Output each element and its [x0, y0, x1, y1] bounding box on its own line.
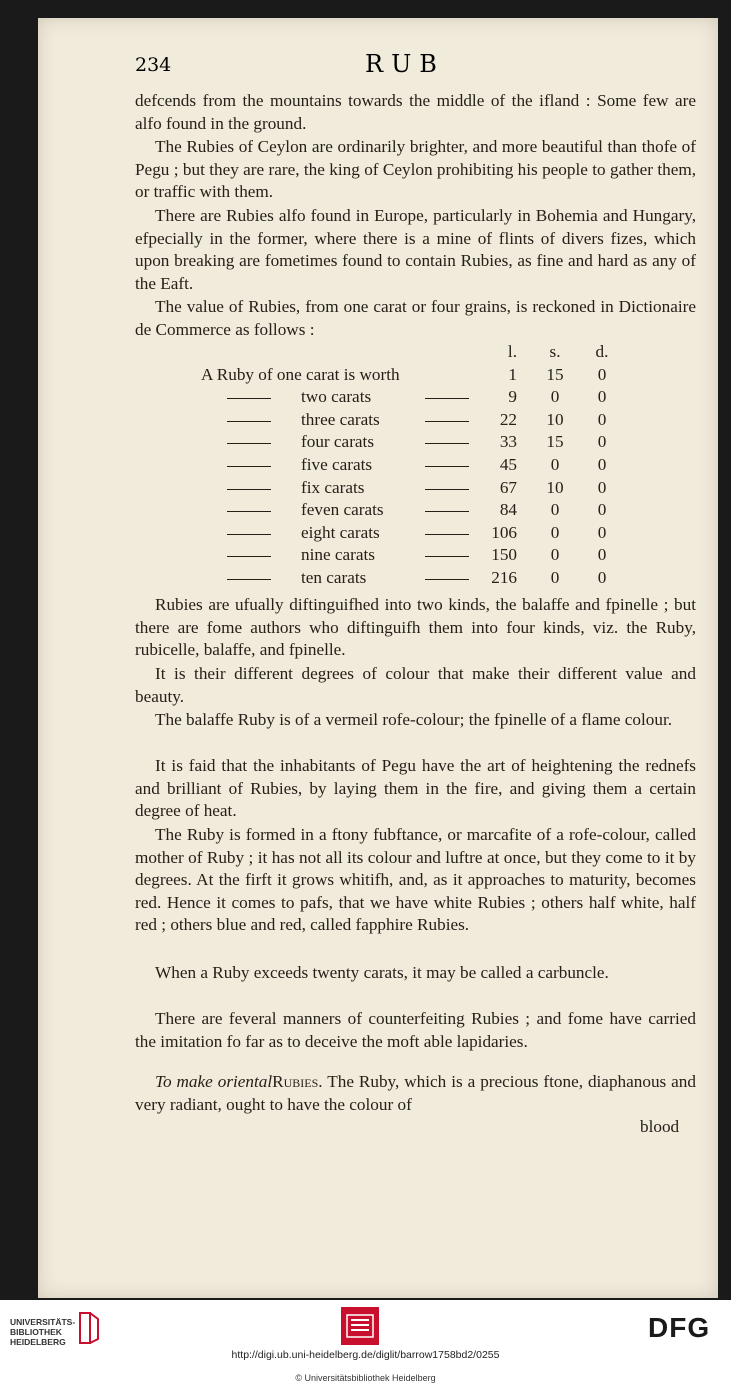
- ditto-rule-left: [227, 511, 271, 512]
- col-header-pence: d.: [595, 342, 609, 361]
- row-pence: 0: [597, 567, 607, 587]
- row-label: feven carats: [301, 500, 384, 520]
- col-header-shillings: s.: [549, 342, 561, 361]
- row-pounds: 22: [499, 409, 517, 429]
- row-shillings: 10: [546, 409, 564, 429]
- row-pence: 0: [597, 432, 607, 452]
- row-pounds: 84: [499, 500, 517, 520]
- ditto-rule-right: [425, 534, 469, 535]
- uni-line-1: UNIVERSITÄTS-: [10, 1317, 76, 1327]
- ditto-rule-right: [425, 511, 469, 512]
- ditto-rule-left: [227, 534, 271, 535]
- row-pence: 0: [597, 454, 607, 474]
- catchword: blood: [640, 1117, 680, 1136]
- paragraph-carbuncle: When a Ruby exceeds twenty carats, it may be called a carbuncle.: [155, 963, 609, 982]
- ditto-rule-left: [227, 466, 271, 467]
- table-row: [135, 478, 696, 501]
- uni-line-3: HEIDELBERG: [10, 1337, 66, 1347]
- page-number: 234: [135, 54, 172, 76]
- row-shillings: 0: [550, 522, 560, 542]
- paragraph-pegu: It is faid that the inhabitants of Pegu have the art of heightening the rednefs and brilliant of Rubies, by laying them in the fire, and giving them a certain degree of heat.: [135, 756, 696, 821]
- table-row: [135, 523, 696, 546]
- row-pence: 0: [597, 364, 607, 384]
- row-pounds: 216: [491, 567, 517, 587]
- italic-lead: To make oriental: [155, 1072, 273, 1091]
- ditto-rule-left: [227, 579, 271, 580]
- row-pounds: 33: [499, 432, 517, 452]
- paragraph-3: There are Rubies alfo found in Europe, particularly in Bohemia and Hungary, efpecially in the former, where there is a mine of flints of divers fizes, which upon breaking are fometimes found to contain Rubies, as fine and hard as any of the Eaft.: [135, 206, 696, 293]
- row-pence: 0: [597, 545, 607, 565]
- paragraph-kinds: Rubies are ufually diftinguifhed into two kinds, the balaffe and fpinelle ; but there are fome authors who diftinguifh them into four kinds, viz. the Ruby, rubicelle, balaffe, and fpinelle.: [135, 595, 696, 660]
- table-row: [135, 545, 696, 568]
- table-row: [135, 500, 696, 523]
- row-label: eight carats: [301, 522, 380, 542]
- row-pounds: 45: [499, 454, 517, 474]
- row-shillings: 10: [546, 477, 564, 497]
- heritage-seal-icon: [341, 1307, 379, 1345]
- table-row: [135, 365, 696, 388]
- table-row: [135, 432, 696, 455]
- row-pence: 0: [597, 522, 607, 542]
- paragraph-balasse: The balaffe Ruby is of a vermeil rofe-colour; the fpinelle of a flame colour.: [155, 710, 673, 729]
- ditto-rule-right: [425, 556, 469, 557]
- paragraph-2: The Rubies of Ceylon are ordinarily brighter, and more beautiful than thofe of Pegu ; but they are rare, the king of Ceylon prohibiting his people to gather them, or traffic with them.: [135, 137, 696, 202]
- paragraph-counterfeit: There are feveral manners of counterfeiting Rubies ; and fome have carried the imitation fo far as to deceive the moft able lapidaries.: [135, 1009, 696, 1051]
- col-header-pounds: l.: [507, 342, 517, 361]
- university-library-logo[interactable]: [10, 1317, 75, 1347]
- row-label: five carats: [301, 454, 373, 474]
- ditto-rule-right: [425, 421, 469, 422]
- row-label: A Ruby of one carat is worth: [201, 364, 400, 384]
- table-header-row: [135, 342, 696, 365]
- value-table: [135, 342, 696, 591]
- running-head: RUB: [365, 50, 445, 78]
- row-shillings: 15: [546, 432, 564, 452]
- paragraph-oriental: [135, 1071, 696, 1116]
- row-shillings: 15: [546, 364, 564, 384]
- heritage-logo-icon[interactable]: [341, 1307, 379, 1345]
- uni-line-2: BIBLIOTHEK: [10, 1327, 62, 1337]
- row-label: three carats: [301, 409, 380, 429]
- row-pounds: 106: [491, 522, 517, 542]
- dfg-logo[interactable]: DFG: [648, 1312, 711, 1343]
- row-shillings: 0: [550, 567, 560, 587]
- ditto-rule-right: [425, 466, 469, 467]
- paragraph-4: The value of Rubies, from one carat or four grains, is reckoned in Dictionaire de Commerce as follows :: [135, 297, 696, 339]
- ditto-rule-left: [227, 556, 271, 557]
- row-label: two carats: [301, 387, 372, 407]
- permalink-url[interactable]: http://digi.ub.uni-heidelberg.de/diglit/barrow1758bd2/0255: [231, 1349, 500, 1361]
- row-shillings: 0: [550, 387, 560, 407]
- paragraph-formation: The Ruby is formed in a ftony fubftance, or marcafite of a rofe-colour, called mother of Ruby ; it has not all its colour and luftre at once, but they come to it by degrees. At the firft it grows whitifh, and, as it approaches to maturity, becomes red. Hence it comes to pafs, that we have white Rubies ; others half white, half red ; others blue and red, called fapphire Rubies.: [135, 825, 696, 935]
- library-emblem-icon: [76, 1309, 102, 1345]
- viewer-footer: [0, 1300, 731, 1391]
- ditto-rule-left: [227, 489, 271, 490]
- ditto-rule-right: [425, 398, 469, 399]
- row-pounds: 150: [491, 545, 517, 565]
- ditto-rule-right: [425, 443, 469, 444]
- paragraph-colour: It is their different degrees of colour that make their different value and beauty.: [135, 664, 696, 706]
- ditto-rule-right: [425, 579, 469, 580]
- row-shillings: 0: [550, 454, 560, 474]
- row-pounds: 1: [508, 364, 517, 384]
- row-shillings: 0: [550, 545, 560, 565]
- paragraph-1: defcends from the mountains towards the middle of the ifland : Some few are alfo found in the ground.: [135, 91, 696, 133]
- row-label: ten carats: [301, 567, 367, 587]
- table-row: [135, 410, 696, 433]
- row-shillings: 0: [550, 500, 560, 520]
- row-pence: 0: [597, 477, 607, 497]
- page-header: [135, 50, 695, 82]
- table-row: [135, 455, 696, 478]
- smallcaps-heading: Rubies.: [272, 1072, 323, 1091]
- paragraph-rest: The Ruby, which is a precious ftone, diaphanous and very radiant, ought to have the colour of: [135, 1072, 696, 1114]
- ditto-rule-left: [227, 398, 271, 399]
- row-label: nine carats: [301, 545, 375, 565]
- ditto-rule-right: [425, 489, 469, 490]
- row-pence: 0: [597, 387, 607, 407]
- row-pence: 0: [597, 500, 607, 520]
- row-label: four carats: [301, 432, 375, 452]
- row-pence: 0: [597, 409, 607, 429]
- copyright-notice: © Universitätsbibliothek Heidelberg: [295, 1373, 436, 1383]
- table-row: [135, 568, 696, 591]
- table-row: [135, 387, 696, 410]
- row-label: fix carats: [301, 477, 365, 497]
- ditto-rule-left: [227, 421, 271, 422]
- ditto-rule-left: [227, 443, 271, 444]
- row-pounds: 67: [499, 477, 517, 497]
- row-pounds: 9: [508, 387, 517, 407]
